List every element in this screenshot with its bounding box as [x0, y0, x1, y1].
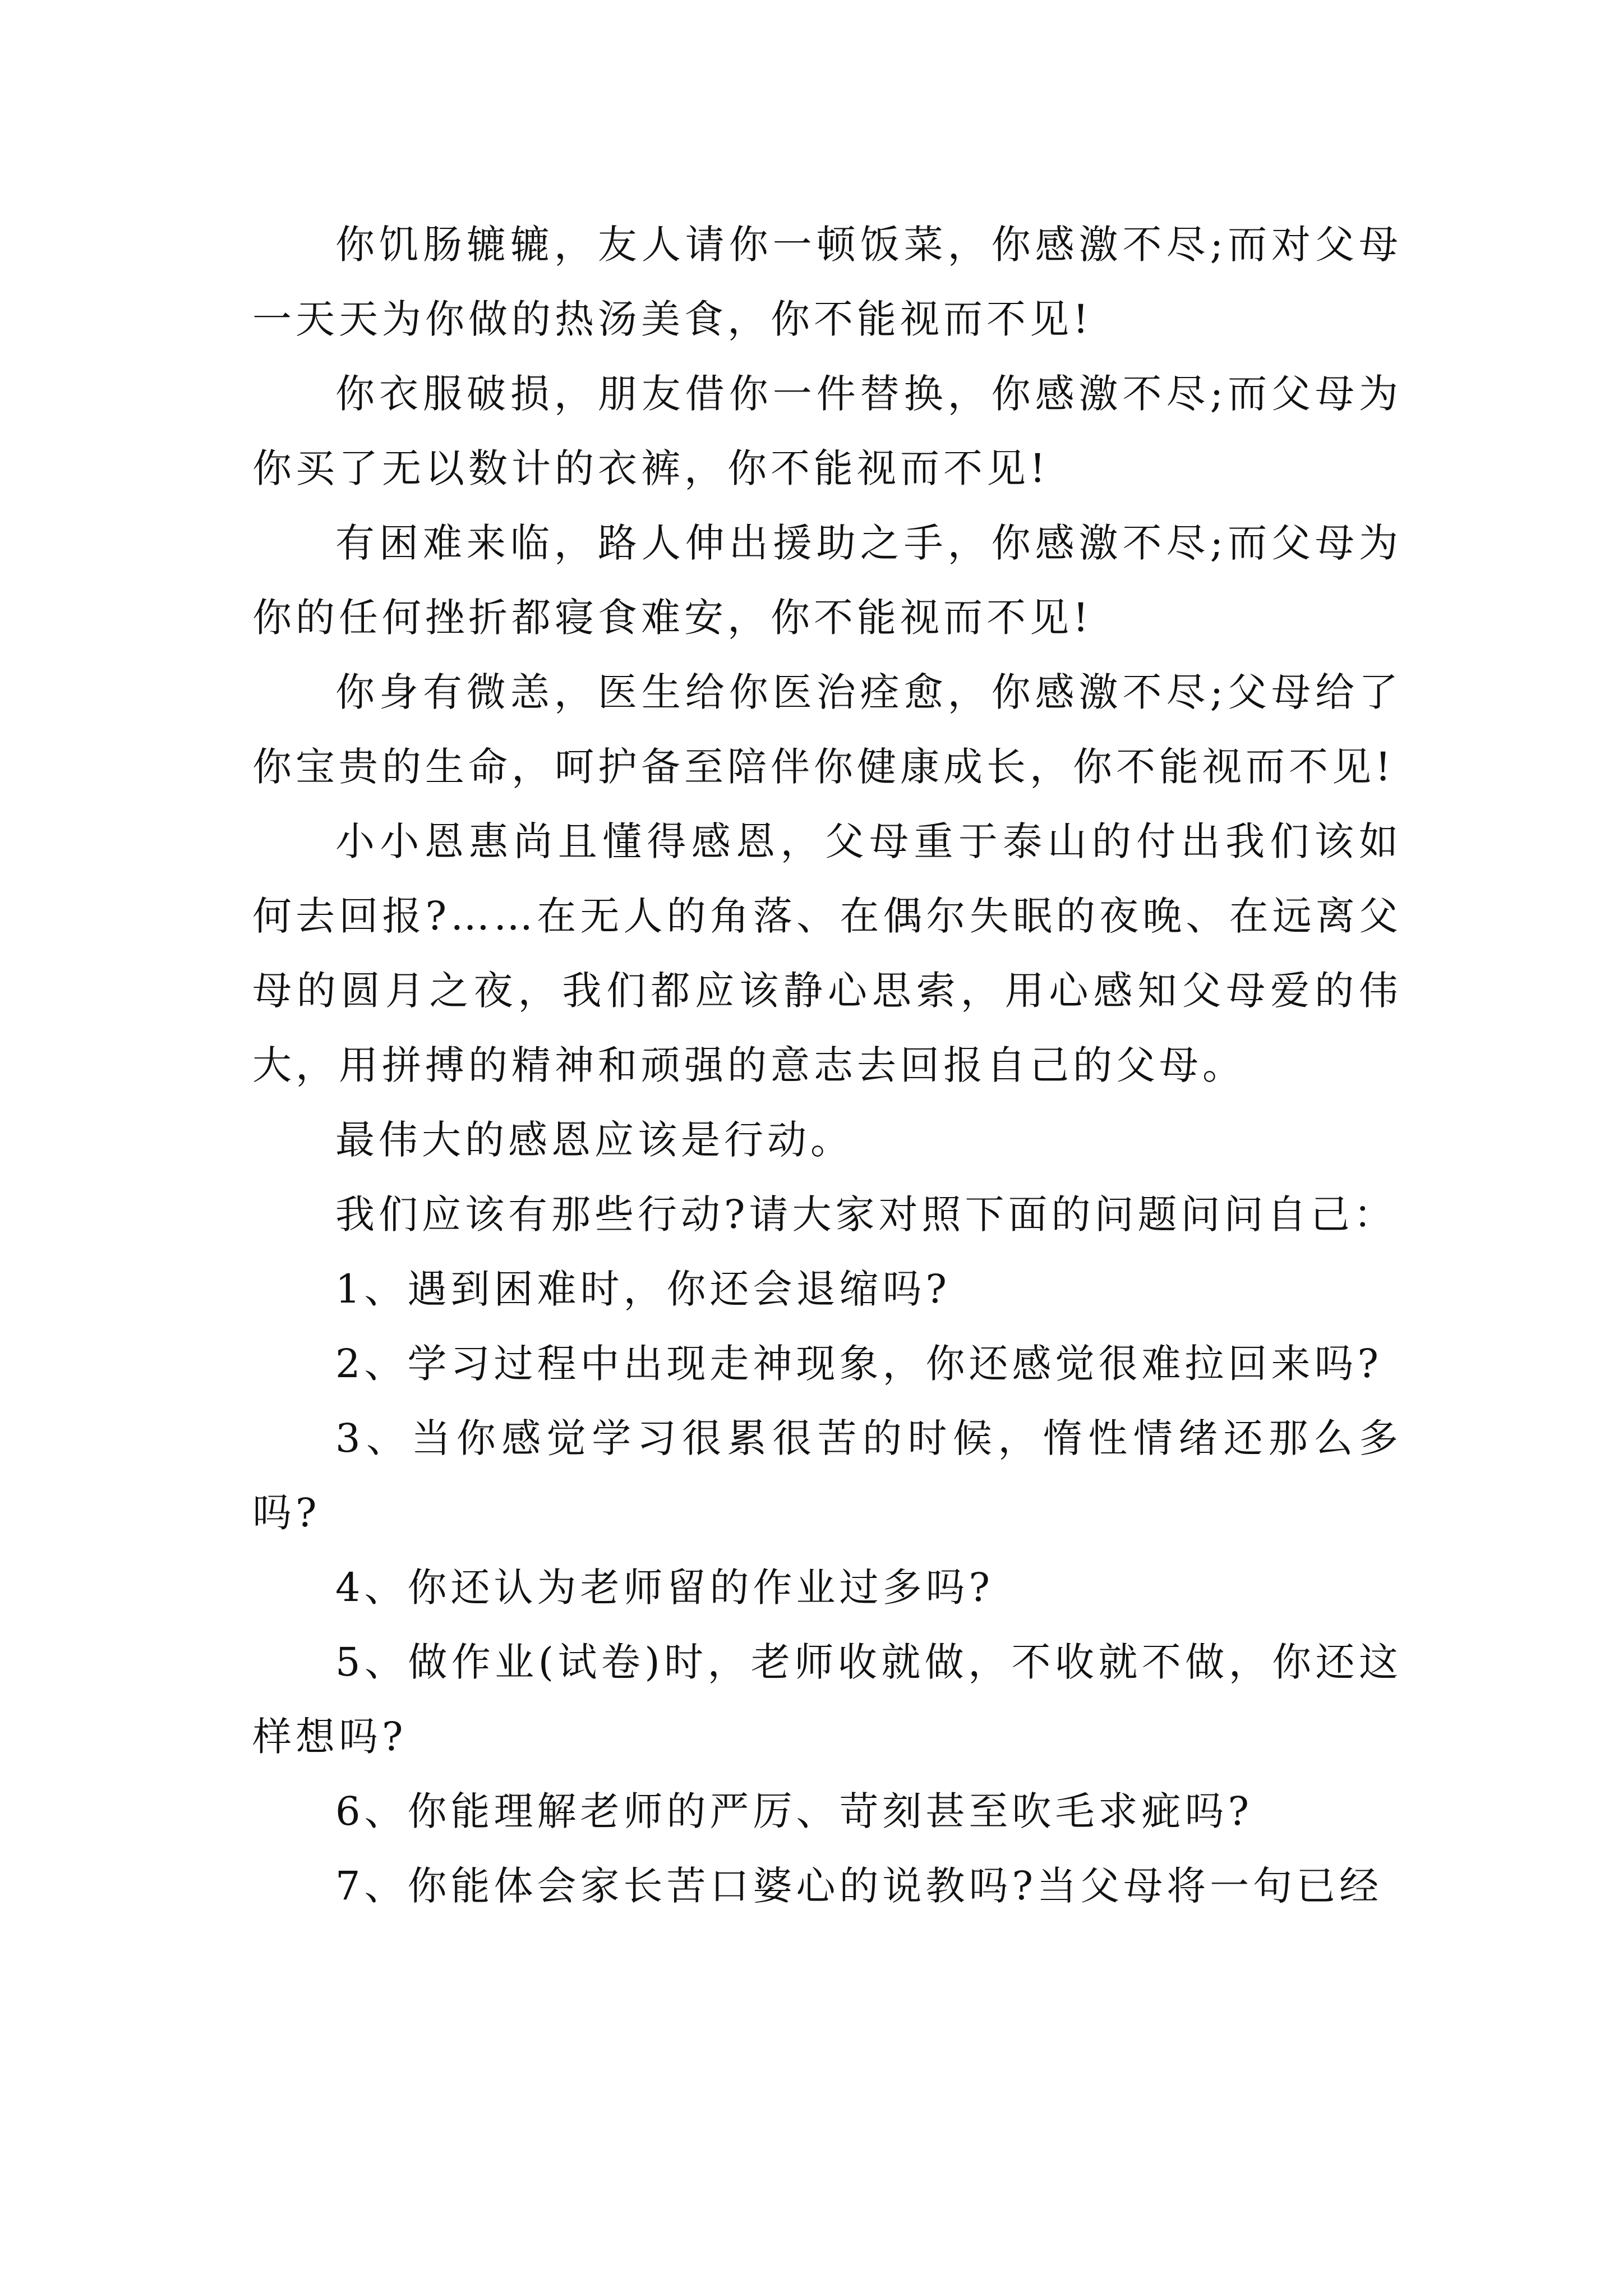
paragraph-6: 最伟大的感恩应该是行动。: [335, 1117, 854, 1163]
document-body: [252, 208, 1402, 1924]
question-item-6: 6、你能理解老师的严厉、苛刻甚至吹毛求疵吗?: [335, 1788, 1253, 1834]
paragraph-5: 小小恩惠尚且懂得感恩，父母重于泰山的付出我们该如何去回报?……在无人的角落、在偶尔失眠的夜晚、在远离父母的圆月之夜，我们都应该静心思索，用心感知父母爱的伟大，用拼搏的精神和顽强的意志去回报自己的父母。: [252, 818, 1402, 1088]
paragraph-3: 有困难来临，路人伸出援助之手，你感激不尽;而父母为你的任何挫折都寝食难安，你不能视而不见!: [252, 520, 1402, 641]
paragraph-1: 你饥肠辘辘，友人请你一顿饭菜，你感激不尽;而对父母一天天为你做的热汤美食，你不能视而不见!: [252, 222, 1402, 342]
question-item-4: 4、你还认为老师留的作业过多吗?: [335, 1565, 994, 1611]
paragraph-4: 你身有微恙，医生给你医治痊愈，你感激不尽;父母给了你宝贵的生命，呵护备至陪伴你健康成长，你不能视而不见!: [252, 669, 1402, 790]
question-item-7: 7、你能体会家长苦口婆心的说教吗?当父母将一句已经: [335, 1863, 1383, 1909]
question-item-2: 2、学习过程中出现走神现象，你还感觉很难拉回来吗?: [335, 1341, 1383, 1387]
paragraph-7: 我们应该有那些行动?请大家对照下面的问题问问自己：: [335, 1191, 1397, 1237]
paragraph-2: 你衣服破损，朋友借你一件替换，你感激不尽;而父母为你买了无以数计的衣裤，你不能视而不见!: [252, 371, 1402, 491]
question-item-1: 1、遇到困难时，你还会退缩吗?: [335, 1266, 951, 1312]
question-item-5: 5、做作业(试卷)时，老师收就做，不收就不做，你还这样想吗?: [252, 1639, 1402, 1760]
question-item-3: 3、当你感觉学习很累很苦的时候，惰性情绪还那么多吗?: [252, 1415, 1402, 1536]
